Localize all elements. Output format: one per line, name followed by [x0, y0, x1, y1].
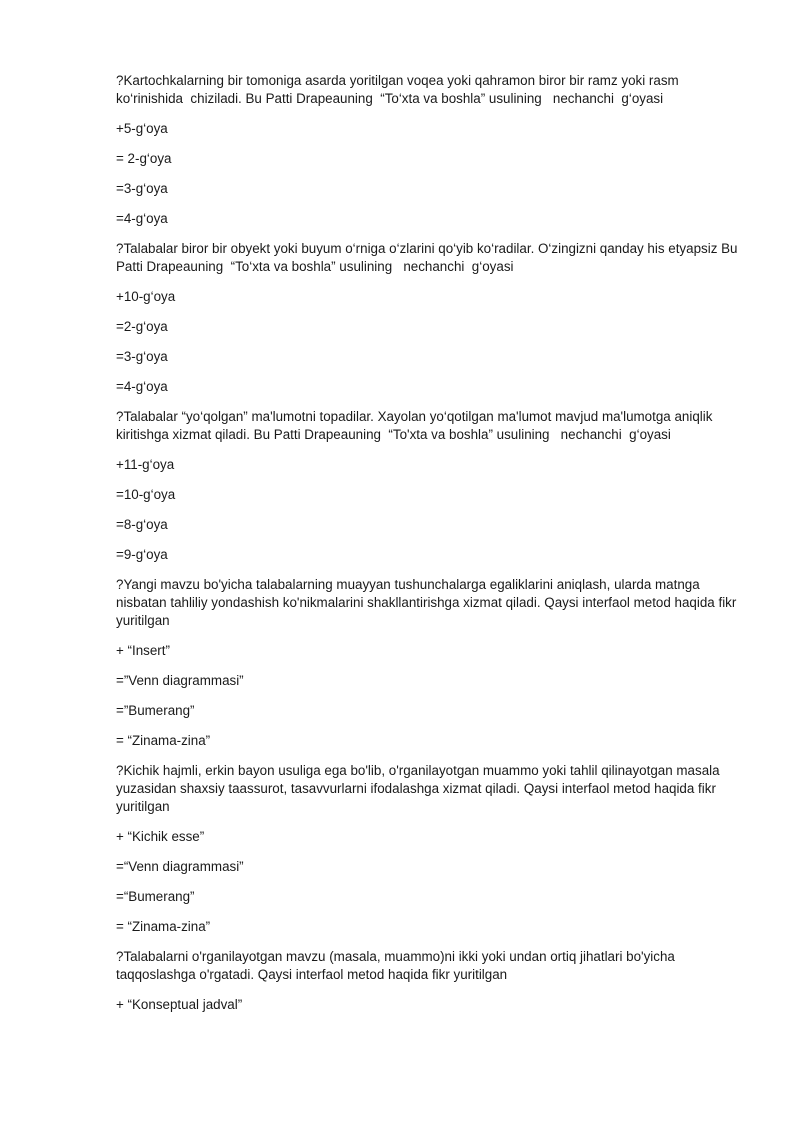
document-page	[116, 72, 742, 1026]
question-2-option: =3-g‘oya	[116, 349, 168, 364]
question-1-text: ?Kartochkalarning bir tomoniga asarda yoritilgan voqea yoki qahramon biror bir ramz yoki rasm ko‘rinishida chiziladi. Bu Patti Drapeauning “To‘xta va boshla” usulining nechanchi g‘oyasi	[116, 73, 683, 106]
question-5-option: =“Bumerang”	[116, 889, 195, 904]
question-6-text: ?Talabalarni o'rganilayotgan mavzu (masala, muammo)ni ikki yoki undan ortiq jihatlari bo'yicha taqqoslashga o'rgatadi. Qaysi interfaol metod haqida fikr yuritilgan	[116, 949, 679, 982]
question-3-option: =10-g‘oya	[116, 487, 176, 502]
question-5-option: = “Zinama-zina”	[116, 919, 211, 934]
question-3-correct-answer: +11-g‘oya	[116, 457, 175, 472]
question-5-correct-answer: + “Kichik esse”	[116, 829, 205, 844]
question-4-option: =”Bumerang”	[116, 703, 195, 718]
question-2-option: =4-g‘oya	[116, 379, 168, 394]
question-6-correct-answer: + “Konseptual jadval”	[116, 997, 243, 1012]
question-4-option: = “Zinama-zina”	[116, 733, 211, 748]
question-3-text: ?Talabalar “yo‘qolgan” ma'lumotni topadilar. Xayolan yo‘qotilgan ma'lumot mavjud ma'lumotga aniqlik kiritishga xizmat qiladi. Bu Patti Drapeauning “To'xta va boshla” usulining nechanchi g‘oyasi	[116, 409, 717, 442]
question-3-option: =9-g‘oya	[116, 547, 168, 562]
question-4-option: =”Venn diagrammasi”	[116, 673, 244, 688]
question-2-option: =2-g‘oya	[116, 319, 168, 334]
question-1-option: = 2-g‘oya	[116, 151, 172, 166]
question-4-correct-answer: + “Insert”	[116, 643, 170, 658]
question-3-option: =8-g‘oya	[116, 517, 168, 532]
question-1-option: =4-g‘oya	[116, 211, 168, 226]
question-2-correct-answer: +10-g‘oya	[116, 289, 176, 304]
question-1-option: =3-g‘oya	[116, 181, 168, 196]
question-5-text: ?Kichik hajmli, erkin bayon usuliga ega bo'lib, o'rganilayotgan muammo yoki tahlil qilinayotgan masala yuzasidan shaxsiy taassurot, tasavvurlarni ifodalashga xizmat qiladi. Qaysi interfaol metod haqida fikr yuritilgan	[116, 763, 724, 814]
question-4-text: ?Yangi mavzu bo'yicha talabalarning muayyan tushunchalarga egaliklarini aniqlash, ularda matnga nisbatan tahliliy yondashish ko'nikmalarini shakllantirishga xizmat qiladi. Qaysi interfaol metod haqida fikr yuritilgan	[116, 577, 741, 628]
question-1-correct-answer: +5-g‘oya	[116, 121, 168, 136]
question-5-option: =“Venn diagrammasi”	[116, 859, 244, 874]
question-2-text: ?Talabalar biror bir obyekt yoki buyum o‘rniga o‘zlarini qo‘yib ko‘radilar. O‘zingizni qanday his etyapsiz Bu Patti Drapeauning “To‘xta va boshla” usulining nechanchi g‘oyasi	[116, 241, 742, 274]
